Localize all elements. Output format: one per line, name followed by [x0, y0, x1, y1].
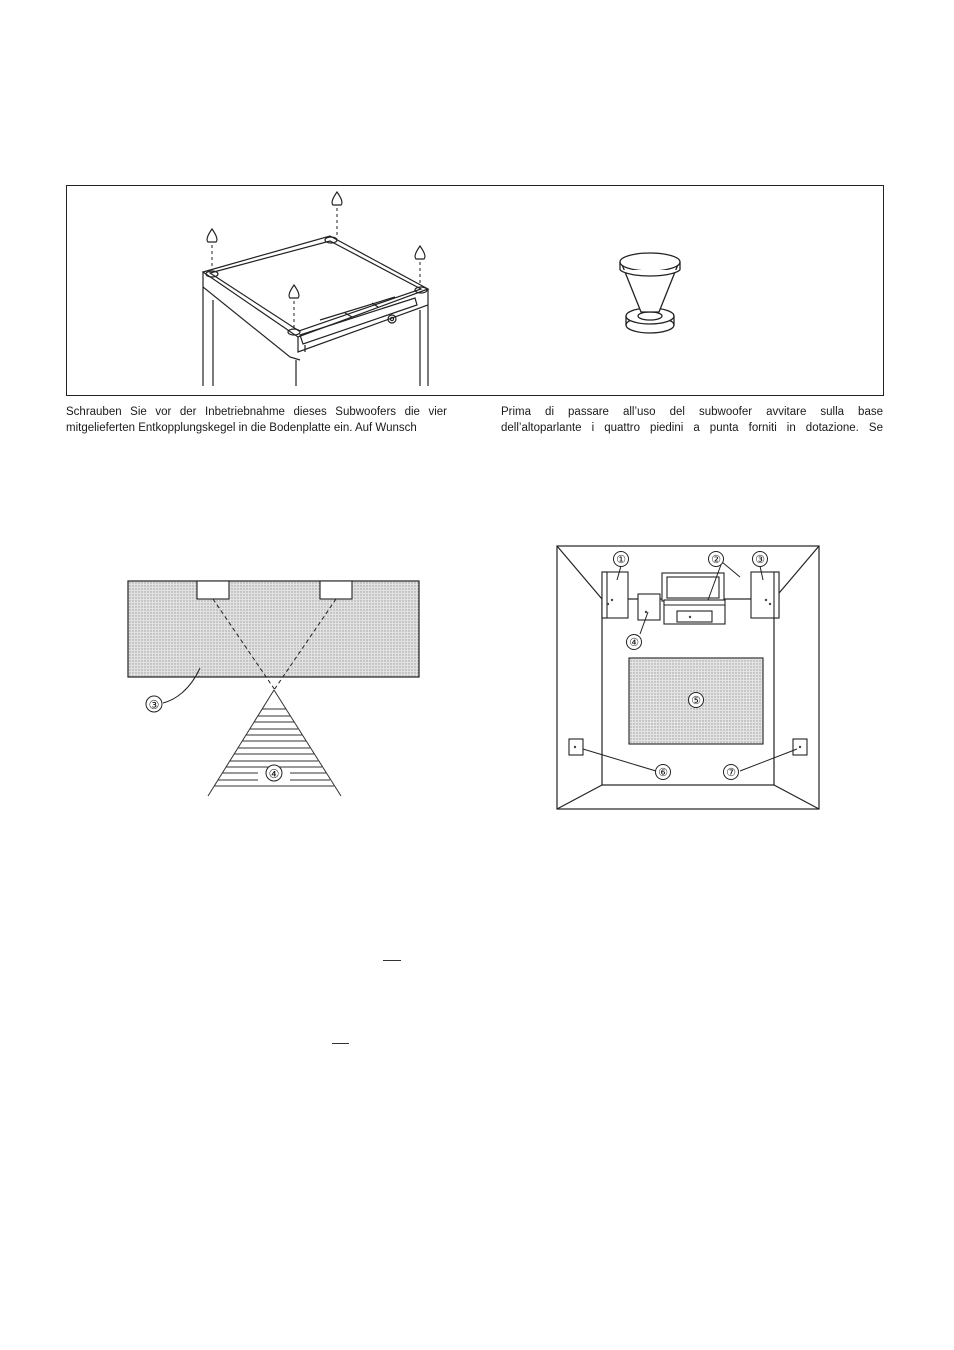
italian-line-2: dell’altoparlante i quattro piedini a punta forniti in dotazione. Se	[501, 422, 883, 434]
callout-3-left: ③	[148, 698, 160, 712]
german-line-2: mitgelieferten Entkopplungskegel in die Bodenplatte ein. Auf Wunsch	[66, 422, 417, 434]
german-line-1: Schrauben Sie vor der Inbetriebnahme dieses Subwoofers die vier	[66, 406, 447, 418]
callout-5: ⑤	[691, 694, 701, 707]
callout-4-left: ④	[268, 767, 280, 781]
callout-4-right: ④	[629, 636, 639, 649]
callout-1: ①	[616, 553, 626, 566]
italian-line-1: Prima di passare all’uso del subwoofer avvitare sulla base	[501, 406, 883, 418]
stray-mark-2	[332, 1043, 349, 1044]
callout-7: ⑦	[726, 766, 736, 779]
callout-2: ②	[711, 553, 721, 566]
callout-3-right: ③	[755, 553, 765, 566]
callout-6: ⑥	[658, 766, 668, 779]
stray-mark-1	[383, 960, 401, 961]
